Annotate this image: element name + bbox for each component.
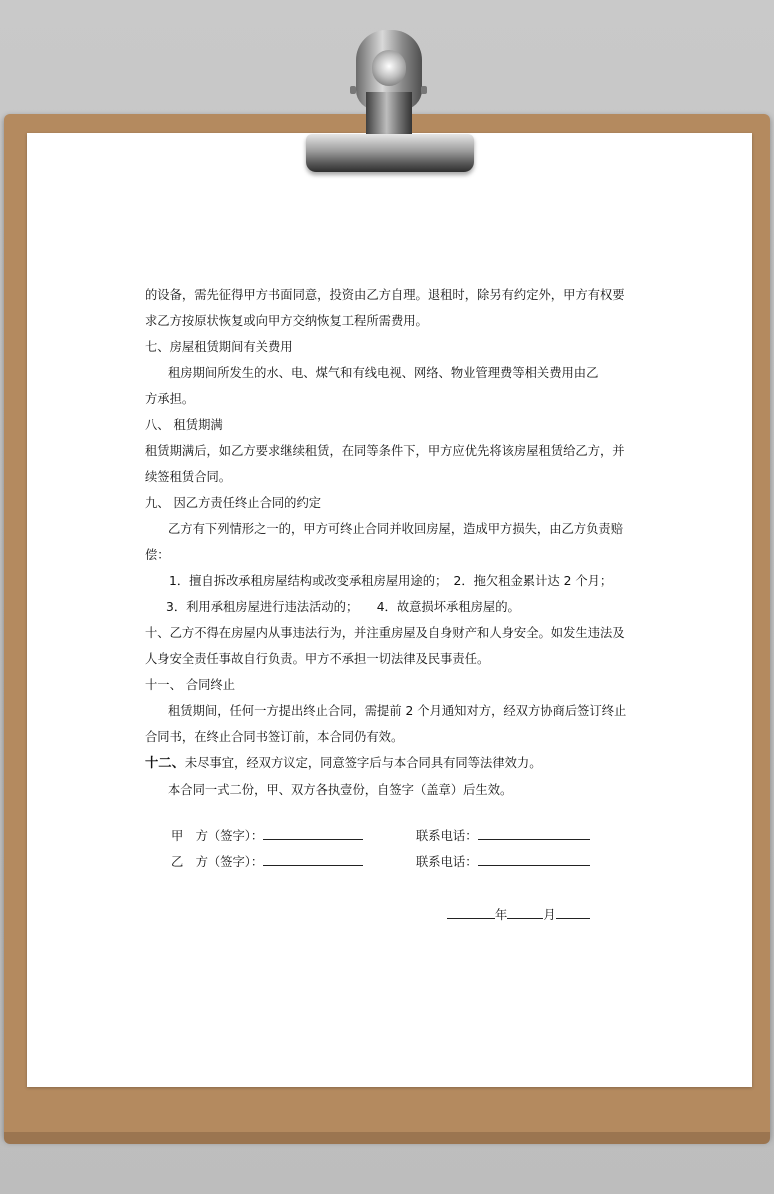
party-b-signature — [171, 852, 363, 870]
clip-base — [306, 134, 474, 172]
party-a-label: 甲 方（签字）： — [171, 829, 264, 843]
text-line: 求乙方按原状恢复或向甲方交纳恢复工程所需费用。 — [145, 314, 428, 328]
list-item: 3．利用承租房屋进行违法活动的； 4．故意损坏承租房屋的。 — [166, 600, 520, 614]
year-blank — [447, 906, 495, 919]
phone-label: 联系电话： — [416, 829, 478, 843]
day-blank — [556, 906, 590, 919]
text-line — [145, 750, 635, 777]
clipboard-edge — [4, 1132, 770, 1144]
text-line: 乙方有下列情形之一的，甲方可终止合同并收回房屋，造成甲方损失，由乙方负责赔 — [168, 522, 623, 536]
text-line: 人身安全责任事故自行负责。甲方不承担一切法律及民事责任。 — [145, 652, 490, 666]
list-item: 1．擅自拆改承租房屋结构或改变承租房屋用途的； 2．拖欠租金累计达 2 个月； — [169, 574, 613, 588]
clip-neck — [366, 92, 412, 138]
section-heading: 十一、 合同终止 — [145, 678, 235, 692]
phone-a-blank — [478, 827, 590, 840]
text-line: 方承担。 — [145, 392, 195, 406]
section-heading: 八、 租赁期满 — [145, 418, 223, 432]
text-line: 十、乙方不得在房屋内从事违法行为，并注重房屋及自身财产和人身安全。如发生违法及 — [145, 626, 625, 640]
section-text: 未尽事宜，经双方议定，同意签字后与本合同具有同等法律效力。 — [184, 756, 542, 770]
clip-knob-left — [350, 86, 356, 94]
party-b-phone — [416, 852, 590, 870]
contract-text — [145, 282, 635, 803]
section-number: 十二、 — [145, 756, 185, 771]
text-line: 的设备，需先征得甲方书面同意，投资由乙方自理。退租时，除另有约定外，甲方有权要 — [145, 288, 625, 302]
text-line: 租赁期满后，如乙方要求继续租赁，在同等条件下，甲方应优先将该房屋租赁给乙方，并 — [145, 444, 625, 458]
month-blank — [507, 906, 543, 919]
text-line: 本合同一式二份，甲、双方各执壹份，自签字（盖章）后生效。 — [168, 783, 513, 797]
clip-hole — [372, 50, 406, 86]
month-label: 月 — [543, 908, 556, 922]
clip-knob-right — [421, 86, 427, 94]
section-heading: 九、 因乙方责任终止合同的约定 — [145, 496, 322, 510]
party-a-signature — [171, 826, 363, 844]
phone-b-blank — [478, 853, 590, 866]
date-line — [447, 905, 590, 923]
party-b-label: 乙 方（签字）： — [171, 855, 264, 869]
text-line: 租房期间所发生的水、电、煤气和有线电视、网络、物业管理费等相关费用由乙 — [168, 366, 599, 380]
party-a-phone — [416, 826, 590, 844]
year-label: 年 — [495, 908, 508, 922]
text-line: 续签租赁合同。 — [145, 470, 232, 484]
text-line: 偿： — [145, 548, 170, 562]
phone-label: 联系电话： — [416, 855, 478, 869]
section-heading: 七、房屋租赁期间有关费用 — [145, 340, 293, 354]
party-b-blank — [263, 853, 363, 866]
party-a-blank — [263, 827, 363, 840]
text-line: 租赁期间，任何一方提出终止合同，需提前 2 个月通知对方，经双方协商后签订终止 — [168, 704, 627, 718]
text-line: 合同书，在终止合同书签订前，本合同仍有效。 — [145, 730, 404, 744]
